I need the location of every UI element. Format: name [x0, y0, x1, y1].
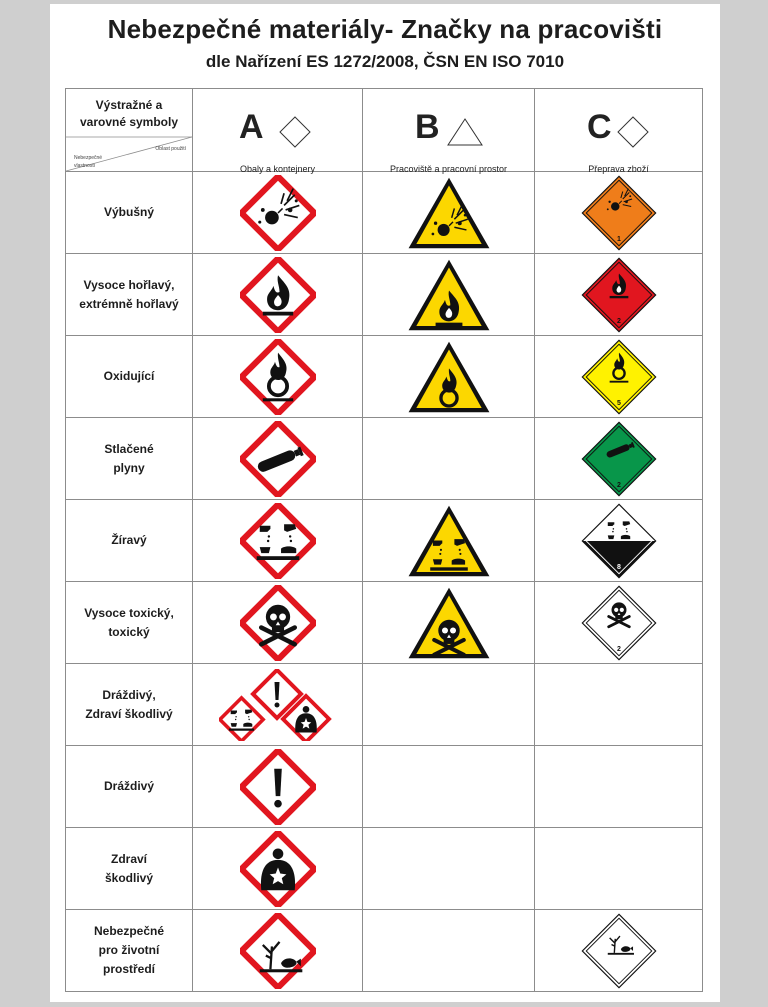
header-row: [66, 89, 703, 172]
oxidizing-warning-icon: [406, 339, 492, 415]
svg-text:5: 5: [616, 399, 621, 407]
hazard-property-label: [66, 500, 193, 582]
explosive-warning-icon: [406, 175, 492, 251]
corrosion-icon: [240, 503, 316, 579]
column-letter: B: [415, 107, 440, 146]
column-label: Pracoviště a pracovní prostor: [389, 163, 508, 174]
table-row: [66, 910, 703, 992]
diamond-outline-icon: [279, 116, 311, 148]
hazard-property-line: Dráždivý: [103, 779, 155, 793]
flame-over-circle-icon: [240, 339, 316, 415]
sign-cell-a: [193, 828, 363, 910]
svg-text:2: 2: [616, 317, 621, 325]
sign-cell-a: [193, 418, 363, 500]
hazard-property-line: extrémně hořlavý: [79, 296, 179, 311]
hazard-property-label: [66, 418, 193, 500]
hazard-property-line: pro životní: [98, 943, 160, 957]
diamond-outline-icon: [617, 116, 649, 148]
sign-cell-b: [363, 664, 535, 746]
sign-cell-b: [363, 828, 535, 910]
hazard-property-label: [66, 336, 193, 418]
table-row: [66, 500, 703, 582]
exploding-bomb-icon: [240, 175, 316, 251]
page-subtitle: dle Nařízení ES 1272/2008, ČSN EN ISO 7010: [205, 52, 565, 71]
hazard-property-line: Nebezpečné: [93, 924, 165, 938]
hazard-property-line: prostředí: [102, 962, 155, 976]
sign-cell-c: [535, 746, 703, 828]
sign-cell-b: [363, 500, 535, 582]
hazard-signs-sheet: [50, 4, 720, 1002]
corner-area-label: Oblast použití: [155, 146, 186, 152]
hazard-property-label: [66, 172, 193, 254]
table-row: [66, 828, 703, 910]
corner-title-line: Výstražné a: [95, 98, 163, 112]
hazard-property-line: Stlačené: [104, 441, 154, 456]
svg-text:2: 2: [616, 481, 621, 489]
sign-cell-c: [535, 336, 703, 418]
sign-cell-a: [193, 172, 363, 254]
transport-class-8-icon: [580, 502, 658, 580]
corrosive-warning-icon: [406, 503, 492, 579]
sign-cell-c: [535, 910, 703, 992]
table-row: [66, 254, 703, 336]
sign-cell-b: [363, 418, 535, 500]
hazard-property-label: [66, 828, 193, 910]
sign-cell-a: [193, 664, 363, 746]
sign-cell-c: [535, 254, 703, 336]
triangle-outline-icon: [447, 118, 483, 146]
skull-crossbones-icon: [240, 585, 316, 661]
hazard-property-label: [66, 746, 193, 828]
hazard-property-line: Výbušný: [103, 205, 154, 219]
corner-property-label: [74, 154, 102, 170]
column-letter: A: [239, 107, 264, 146]
table-row: [66, 172, 703, 254]
table-row: [66, 582, 703, 664]
corner-property-line: Nebezpečné: [74, 155, 103, 161]
combined-pictograms-icon: [219, 669, 337, 741]
transport-class-2-gas-icon: [580, 420, 658, 498]
hazard-property-line: toxický: [108, 624, 150, 639]
column-letter: C: [587, 107, 612, 146]
transport-class-2-toxic-icon: [580, 584, 658, 662]
sign-cell-b: [363, 582, 535, 664]
hazard-property-line: Zdraví škodlivý: [85, 706, 173, 721]
sign-cell-a: [193, 336, 363, 418]
svg-text:8: 8: [616, 563, 621, 571]
sign-cell-b: [363, 172, 535, 254]
flammable-warning-icon: [406, 257, 492, 333]
sign-cell-c: [535, 418, 703, 500]
sign-cell-a: [193, 582, 363, 664]
sign-cell-c: [535, 828, 703, 910]
hazard-property-label: [66, 582, 193, 664]
hazard-property-line: Vysoce hořlavý,: [83, 277, 175, 292]
table-row: [66, 746, 703, 828]
column-header-c: [535, 89, 703, 172]
hazard-table: [65, 88, 703, 992]
exclamation-mark-icon: [240, 749, 316, 825]
sign-cell-c: [535, 500, 703, 582]
sign-cell-a: [193, 254, 363, 336]
corner-property-line: vlastnosti: [74, 163, 95, 169]
svg-text:1: 1: [616, 235, 621, 243]
corner-title-line: varovné symboly: [79, 115, 179, 129]
svg-text:2: 2: [616, 645, 621, 653]
hazard-property-label: [66, 910, 193, 992]
health-hazard-icon: [240, 831, 316, 907]
hazard-property-line: Zdraví: [110, 851, 147, 866]
corner-title: [66, 97, 192, 131]
column-header-b: [363, 89, 535, 172]
column-header-a: [193, 89, 363, 172]
page-title: Nebezpečné materiály- Značky na pracovišti: [107, 14, 663, 44]
sign-cell-b: [363, 254, 535, 336]
hazard-property-label: [66, 664, 193, 746]
sign-cell-c: [535, 582, 703, 664]
transport-class-1-icon: [580, 174, 658, 252]
corner-cell: [66, 89, 193, 172]
flame-icon: [240, 257, 316, 333]
sign-cell-c: [535, 664, 703, 746]
transport-environment-icon: [580, 912, 658, 990]
column-label: Přeprava zboží: [588, 163, 649, 174]
sign-cell-a: [193, 910, 363, 992]
hazard-property-line: plyny: [113, 460, 145, 475]
gas-cylinder-icon: [240, 421, 316, 497]
environment-icon: [240, 913, 316, 989]
hazard-property-line: Vysoce toxický,: [84, 605, 174, 620]
toxic-warning-icon: [406, 585, 492, 661]
hazard-property-label: [66, 254, 193, 336]
table-row: [66, 418, 703, 500]
sign-cell-c: [535, 172, 703, 254]
hazard-property-line: škodlivý: [104, 870, 154, 885]
sign-cell-a: [193, 500, 363, 582]
sign-cell-a: [193, 746, 363, 828]
hazard-property-line: Oxidující: [103, 369, 155, 383]
transport-class-5-icon: [580, 338, 658, 416]
hazard-property-line: Dráždivý,: [102, 687, 156, 702]
table-row: [66, 336, 703, 418]
table-row: [66, 664, 703, 746]
sign-cell-b: [363, 910, 535, 992]
column-label: Obaly a kontejnery: [239, 163, 316, 174]
sign-cell-b: [363, 336, 535, 418]
hazard-property-line: Žíravý: [111, 533, 147, 547]
sign-cell-b: [363, 746, 535, 828]
transport-class-2-flammable-icon: [580, 256, 658, 334]
